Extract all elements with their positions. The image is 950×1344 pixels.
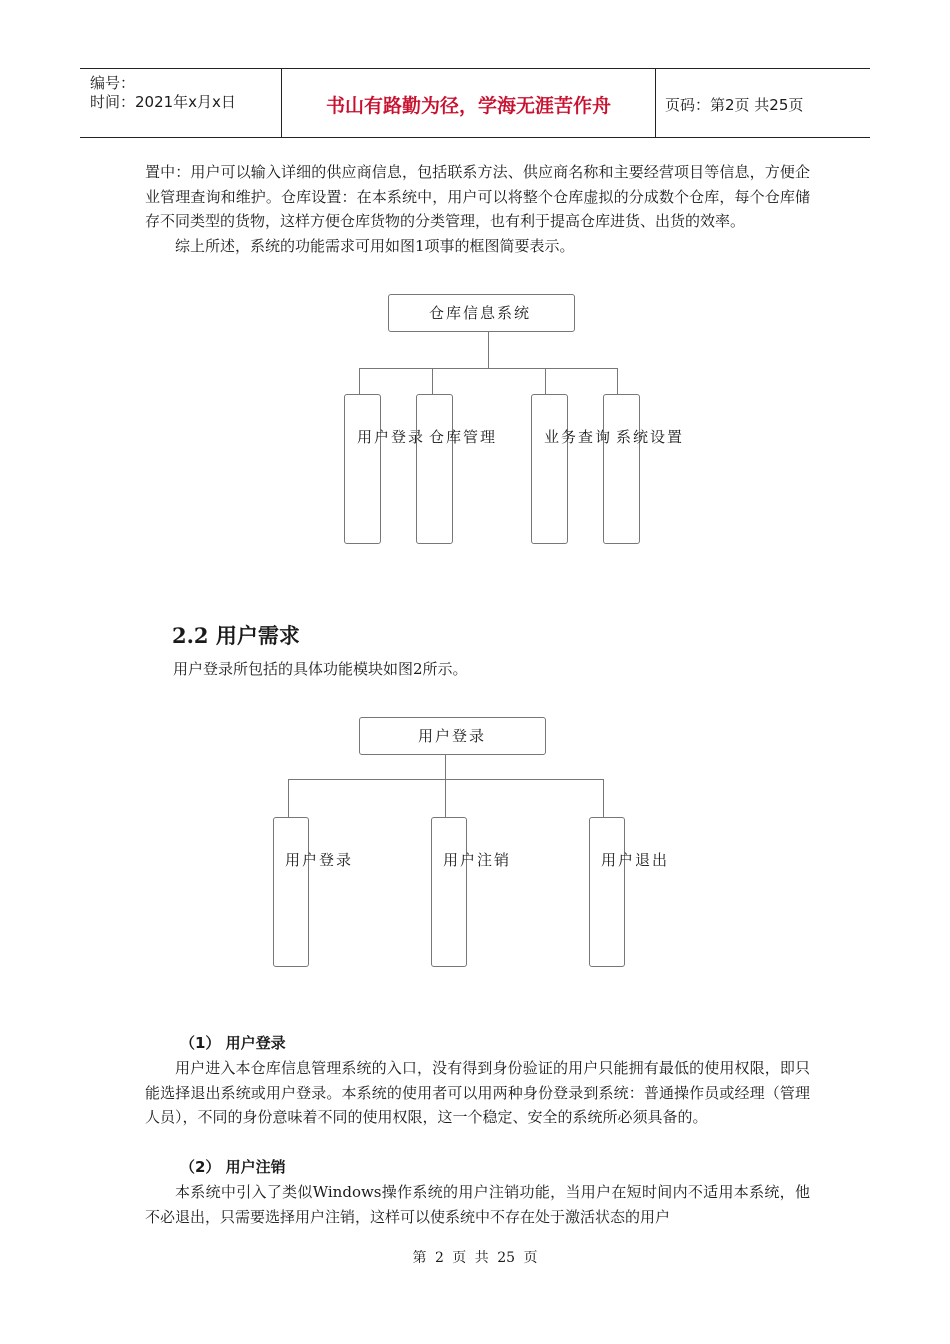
diagram1-child-label: 用户登录 [357,428,426,446]
diagram2-child-label: 用户注销 [443,851,512,869]
diagram1-connector-drop [359,368,360,394]
diagram1-child-label: 仓库管理 [429,428,498,446]
diagram1-child-box [603,394,685,544]
item2-paragraph [145,1180,810,1229]
diagram1-child-label: 系统设置 [616,428,685,446]
header-right-cell [655,69,870,137]
page-footer: 第 2 页 共 25 页 [412,1250,538,1266]
diagram2-child-box [273,817,354,967]
number-label: 编号： [90,74,136,92]
diagram1-root-box [388,294,575,332]
diagram1-child-label: 业务查询 [544,428,613,446]
diagram1-connector-drop [617,368,618,394]
diagram1-connector-drop [432,368,433,394]
diagram1-child-box [344,394,426,544]
diagram2-connector-drop [603,779,604,817]
paragraph-2-text: 综上所述，系统的功能需求可用如图1项事的框图简要表示。 [175,236,575,255]
diagram2-connector-trunk [445,755,446,779]
page-number-label: 页码：第2页 共25页 [665,96,804,114]
diagram2-child-label: 用户登录 [285,851,354,869]
diagram1-root-label: 仓库信息系统 [429,304,532,322]
item1-text: 用户进入本仓库信息管理系统的入口，没有得到身份验证的用户只能拥有最低的使用权限，即只能选择退出系统或用户登录。本系统的使用者可以用两种身份登录到系统：普通操作员或经理（管理人员），不同的身份意味着不同的使用权限，这一个稳定、安全的系统所必须具备的。 [145,1059,810,1126]
time-label: 时间：2021年x月x日 [90,93,236,111]
diagram2-root-box [359,717,546,755]
diagram2-child-box [431,817,512,967]
diagram1-connector-trunk [488,332,489,368]
header-left-cell [80,69,280,137]
page-header [80,68,870,138]
paragraph-1-text: 置中：用户可以输入详细的供应商信息，包括联系方法、供应商名称和主要经营项目等信息，方便企业管理查询和维护。仓库设置：在本系统中，用户可以将整个仓库虚拟的分成数个仓库，每个仓库储存不同类型的货物，这样方便仓库货物的分类管理，也有利于提高仓库进货、出货的效率。 [145,163,810,230]
diagram1-connector-drop [545,368,546,394]
diagram2-connector-drop [288,779,289,817]
diagram1-child-box [531,394,613,544]
diagram2-child-box [589,817,670,967]
diagram1-child-box [416,394,498,544]
diagram2-child-label: 用户退出 [601,851,670,869]
item1-paragraph [145,1056,810,1130]
paragraph-3 [145,657,810,682]
paragraph-1 [145,160,810,258]
diagram2-connector-bar [288,779,604,780]
section-heading: 2.2 用户需求 [172,623,300,648]
diagram1-connector-bar [359,368,618,369]
diagram2-root-label: 用户登录 [418,727,487,745]
diagram2-connector-drop [445,779,446,817]
paragraph-3-text: 用户登录所包括的具体功能模块如图2所示。 [173,660,468,678]
item2-heading: （2） 用户注销 [180,1158,286,1176]
header-center-cell [281,69,656,137]
item2-text: 本系统中引入了类似Windows操作系统的用户注销功能，当用户在短时间内不适用本系统，他不必退出，只需要选择用户注销，这样可以使系统中不存在处于激活状态的用户 [145,1183,810,1226]
item1-heading: （1） 用户登录 [180,1034,286,1052]
header-motto: 书山有路勤为径，学海无涯苦作舟 [325,95,611,117]
